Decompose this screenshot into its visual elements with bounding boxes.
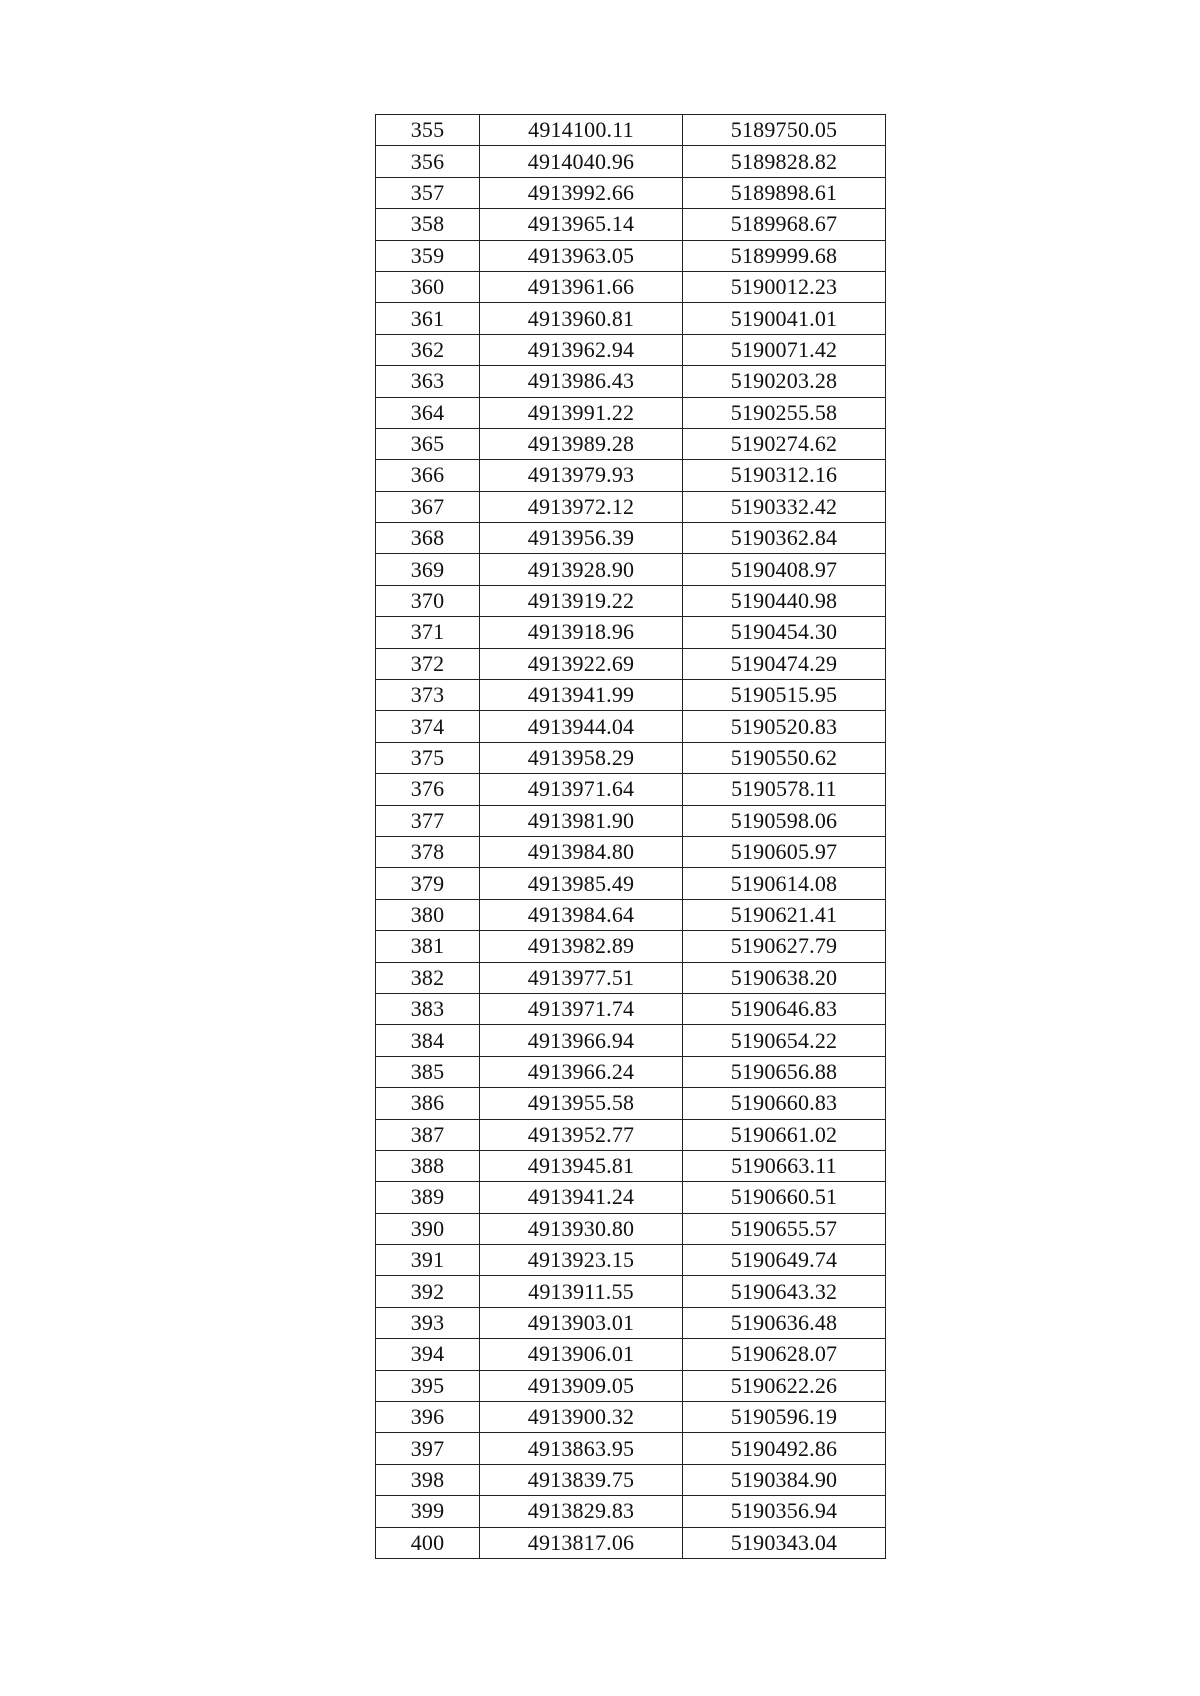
table-row bbox=[376, 491, 886, 522]
point-number-cell: 368 bbox=[376, 523, 480, 554]
x-coordinate-cell: 4913941.24 bbox=[480, 1182, 683, 1213]
point-number-cell: 385 bbox=[376, 1056, 480, 1087]
point-number-cell: 377 bbox=[376, 805, 480, 836]
y-coordinate-cell: 5190654.22 bbox=[683, 1025, 886, 1056]
y-coordinate-cell: 5190660.83 bbox=[683, 1088, 886, 1119]
x-coordinate-cell: 4913955.58 bbox=[480, 1088, 683, 1119]
point-number-cell: 359 bbox=[376, 240, 480, 271]
x-coordinate-cell: 4913930.80 bbox=[480, 1213, 683, 1244]
y-coordinate-cell: 5189898.61 bbox=[683, 177, 886, 208]
x-coordinate-cell: 4913906.01 bbox=[480, 1339, 683, 1370]
x-coordinate-cell: 4913956.39 bbox=[480, 523, 683, 554]
point-number-cell: 384 bbox=[376, 1025, 480, 1056]
table-row bbox=[376, 962, 886, 993]
y-coordinate-cell: 5190656.88 bbox=[683, 1056, 886, 1087]
table-row bbox=[376, 271, 886, 302]
y-coordinate-cell: 5190550.62 bbox=[683, 742, 886, 773]
point-number-cell: 371 bbox=[376, 617, 480, 648]
point-number-cell: 378 bbox=[376, 836, 480, 867]
table-row bbox=[376, 868, 886, 899]
point-number-cell: 392 bbox=[376, 1276, 480, 1307]
point-number-cell: 366 bbox=[376, 460, 480, 491]
x-coordinate-cell: 4913979.93 bbox=[480, 460, 683, 491]
point-number-cell: 386 bbox=[376, 1088, 480, 1119]
table-row bbox=[376, 428, 886, 459]
y-coordinate-cell: 5190332.42 bbox=[683, 491, 886, 522]
table-row bbox=[376, 1402, 886, 1433]
x-coordinate-cell: 4913981.90 bbox=[480, 805, 683, 836]
y-coordinate-cell: 5190614.08 bbox=[683, 868, 886, 899]
y-coordinate-cell: 5190520.83 bbox=[683, 711, 886, 742]
y-coordinate-cell: 5190622.26 bbox=[683, 1370, 886, 1401]
x-coordinate-cell: 4913922.69 bbox=[480, 648, 683, 679]
x-coordinate-cell: 4913918.96 bbox=[480, 617, 683, 648]
x-coordinate-cell: 4913911.55 bbox=[480, 1276, 683, 1307]
y-coordinate-cell: 5190621.41 bbox=[683, 899, 886, 930]
point-number-cell: 389 bbox=[376, 1182, 480, 1213]
table-row bbox=[376, 711, 886, 742]
point-number-cell: 362 bbox=[376, 334, 480, 365]
x-coordinate-cell: 4913928.90 bbox=[480, 554, 683, 585]
y-coordinate-cell: 5190605.97 bbox=[683, 836, 886, 867]
table-row bbox=[376, 836, 886, 867]
table-row bbox=[376, 648, 886, 679]
x-coordinate-cell: 4913839.75 bbox=[480, 1464, 683, 1495]
x-coordinate-cell: 4913977.51 bbox=[480, 962, 683, 993]
x-coordinate-cell: 4913962.94 bbox=[480, 334, 683, 365]
x-coordinate-cell: 4913960.81 bbox=[480, 303, 683, 334]
point-number-cell: 380 bbox=[376, 899, 480, 930]
table-row bbox=[376, 1276, 886, 1307]
point-number-cell: 398 bbox=[376, 1464, 480, 1495]
table-row bbox=[376, 460, 886, 491]
point-number-cell: 364 bbox=[376, 397, 480, 428]
y-coordinate-cell: 5190638.20 bbox=[683, 962, 886, 993]
table-row bbox=[376, 931, 886, 962]
table-row bbox=[376, 774, 886, 805]
coordinate-table-body bbox=[376, 115, 886, 1559]
y-coordinate-cell: 5190578.11 bbox=[683, 774, 886, 805]
table-row bbox=[376, 1339, 886, 1370]
y-coordinate-cell: 5190646.83 bbox=[683, 993, 886, 1024]
y-coordinate-cell: 5189750.05 bbox=[683, 115, 886, 146]
table-row bbox=[376, 993, 886, 1024]
x-coordinate-cell: 4913900.32 bbox=[480, 1402, 683, 1433]
x-coordinate-cell: 4913991.22 bbox=[480, 397, 683, 428]
y-coordinate-cell: 5190660.51 bbox=[683, 1182, 886, 1213]
table-row bbox=[376, 1370, 886, 1401]
y-coordinate-cell: 5190598.06 bbox=[683, 805, 886, 836]
point-number-cell: 356 bbox=[376, 146, 480, 177]
point-number-cell: 379 bbox=[376, 868, 480, 899]
table-row bbox=[376, 1527, 886, 1558]
point-number-cell: 396 bbox=[376, 1402, 480, 1433]
x-coordinate-cell: 4913958.29 bbox=[480, 742, 683, 773]
point-number-cell: 367 bbox=[376, 491, 480, 522]
x-coordinate-cell: 4913923.15 bbox=[480, 1245, 683, 1276]
x-coordinate-cell: 4913909.05 bbox=[480, 1370, 683, 1401]
table-row bbox=[376, 366, 886, 397]
table-row bbox=[376, 1464, 886, 1495]
y-coordinate-cell: 5190356.94 bbox=[683, 1496, 886, 1527]
point-number-cell: 360 bbox=[376, 271, 480, 302]
point-number-cell: 381 bbox=[376, 931, 480, 962]
x-coordinate-cell: 4913966.24 bbox=[480, 1056, 683, 1087]
point-number-cell: 358 bbox=[376, 209, 480, 240]
point-number-cell: 370 bbox=[376, 585, 480, 616]
table-row bbox=[376, 303, 886, 334]
x-coordinate-cell: 4913985.49 bbox=[480, 868, 683, 899]
point-number-cell: 393 bbox=[376, 1307, 480, 1338]
y-coordinate-cell: 5190203.28 bbox=[683, 366, 886, 397]
x-coordinate-cell: 4913952.77 bbox=[480, 1119, 683, 1150]
x-coordinate-cell: 4913965.14 bbox=[480, 209, 683, 240]
y-coordinate-cell: 5190643.32 bbox=[683, 1276, 886, 1307]
point-number-cell: 388 bbox=[376, 1150, 480, 1181]
point-number-cell: 394 bbox=[376, 1339, 480, 1370]
y-coordinate-cell: 5190636.48 bbox=[683, 1307, 886, 1338]
table-row bbox=[376, 209, 886, 240]
table-row bbox=[376, 899, 886, 930]
table-row bbox=[376, 1182, 886, 1213]
table-row bbox=[376, 1307, 886, 1338]
x-coordinate-cell: 4913945.81 bbox=[480, 1150, 683, 1181]
point-number-cell: 387 bbox=[376, 1119, 480, 1150]
table-row bbox=[376, 1213, 886, 1244]
point-number-cell: 397 bbox=[376, 1433, 480, 1464]
point-number-cell: 373 bbox=[376, 680, 480, 711]
table-row bbox=[376, 1150, 886, 1181]
table-row bbox=[376, 617, 886, 648]
y-coordinate-cell: 5190649.74 bbox=[683, 1245, 886, 1276]
y-coordinate-cell: 5190440.98 bbox=[683, 585, 886, 616]
y-coordinate-cell: 5190012.23 bbox=[683, 271, 886, 302]
y-coordinate-cell: 5190343.04 bbox=[683, 1527, 886, 1558]
point-number-cell: 361 bbox=[376, 303, 480, 334]
x-coordinate-cell: 4913984.64 bbox=[480, 899, 683, 930]
table-row bbox=[376, 1025, 886, 1056]
y-coordinate-cell: 5190255.58 bbox=[683, 397, 886, 428]
point-number-cell: 382 bbox=[376, 962, 480, 993]
x-coordinate-cell: 4913971.74 bbox=[480, 993, 683, 1024]
x-coordinate-cell: 4913919.22 bbox=[480, 585, 683, 616]
table-row bbox=[376, 585, 886, 616]
y-coordinate-cell: 5190474.29 bbox=[683, 648, 886, 679]
y-coordinate-cell: 5190627.79 bbox=[683, 931, 886, 962]
y-coordinate-cell: 5190661.02 bbox=[683, 1119, 886, 1150]
table-row bbox=[376, 146, 886, 177]
x-coordinate-cell: 4914040.96 bbox=[480, 146, 683, 177]
point-number-cell: 357 bbox=[376, 177, 480, 208]
y-coordinate-cell: 5190492.86 bbox=[683, 1433, 886, 1464]
table-row bbox=[376, 1119, 886, 1150]
y-coordinate-cell: 5189828.82 bbox=[683, 146, 886, 177]
table-row bbox=[376, 1496, 886, 1527]
point-number-cell: 374 bbox=[376, 711, 480, 742]
x-coordinate-cell: 4913817.06 bbox=[480, 1527, 683, 1558]
x-coordinate-cell: 4913903.01 bbox=[480, 1307, 683, 1338]
x-coordinate-cell: 4913941.99 bbox=[480, 680, 683, 711]
x-coordinate-cell: 4913829.83 bbox=[480, 1496, 683, 1527]
table-row bbox=[376, 554, 886, 585]
y-coordinate-cell: 5190408.97 bbox=[683, 554, 886, 585]
point-number-cell: 390 bbox=[376, 1213, 480, 1244]
y-coordinate-cell: 5190515.95 bbox=[683, 680, 886, 711]
table-row bbox=[376, 523, 886, 554]
x-coordinate-cell: 4913984.80 bbox=[480, 836, 683, 867]
y-coordinate-cell: 5190312.16 bbox=[683, 460, 886, 491]
y-coordinate-cell: 5190663.11 bbox=[683, 1150, 886, 1181]
point-number-cell: 391 bbox=[376, 1245, 480, 1276]
x-coordinate-cell: 4914100.11 bbox=[480, 115, 683, 146]
table-row bbox=[376, 1088, 886, 1119]
point-number-cell: 365 bbox=[376, 428, 480, 459]
table-row bbox=[376, 1433, 886, 1464]
x-coordinate-cell: 4913971.64 bbox=[480, 774, 683, 805]
table-row bbox=[376, 397, 886, 428]
x-coordinate-cell: 4913986.43 bbox=[480, 366, 683, 397]
point-number-cell: 375 bbox=[376, 742, 480, 773]
y-coordinate-cell: 5190454.30 bbox=[683, 617, 886, 648]
table-row bbox=[376, 680, 886, 711]
table-row bbox=[376, 1056, 886, 1087]
x-coordinate-cell: 4913989.28 bbox=[480, 428, 683, 459]
x-coordinate-cell: 4913963.05 bbox=[480, 240, 683, 271]
point-number-cell: 355 bbox=[376, 115, 480, 146]
x-coordinate-cell: 4913863.95 bbox=[480, 1433, 683, 1464]
table-row bbox=[376, 1245, 886, 1276]
point-number-cell: 395 bbox=[376, 1370, 480, 1401]
table-row bbox=[376, 115, 886, 146]
y-coordinate-cell: 5190655.57 bbox=[683, 1213, 886, 1244]
y-coordinate-cell: 5190384.90 bbox=[683, 1464, 886, 1495]
point-number-cell: 376 bbox=[376, 774, 480, 805]
x-coordinate-cell: 4913982.89 bbox=[480, 931, 683, 962]
y-coordinate-cell: 5190628.07 bbox=[683, 1339, 886, 1370]
y-coordinate-cell: 5189968.67 bbox=[683, 209, 886, 240]
table-row bbox=[376, 240, 886, 271]
point-number-cell: 399 bbox=[376, 1496, 480, 1527]
y-coordinate-cell: 5190596.19 bbox=[683, 1402, 886, 1433]
y-coordinate-cell: 5190041.01 bbox=[683, 303, 886, 334]
table-row bbox=[376, 805, 886, 836]
y-coordinate-cell: 5189999.68 bbox=[683, 240, 886, 271]
x-coordinate-cell: 4913961.66 bbox=[480, 271, 683, 302]
point-number-cell: 400 bbox=[376, 1527, 480, 1558]
table-row bbox=[376, 334, 886, 365]
y-coordinate-cell: 5190362.84 bbox=[683, 523, 886, 554]
table-row bbox=[376, 177, 886, 208]
y-coordinate-cell: 5190274.62 bbox=[683, 428, 886, 459]
x-coordinate-cell: 4913992.66 bbox=[480, 177, 683, 208]
x-coordinate-cell: 4913972.12 bbox=[480, 491, 683, 522]
point-number-cell: 383 bbox=[376, 993, 480, 1024]
x-coordinate-cell: 4913966.94 bbox=[480, 1025, 683, 1056]
table-row bbox=[376, 742, 886, 773]
point-number-cell: 363 bbox=[376, 366, 480, 397]
point-number-cell: 372 bbox=[376, 648, 480, 679]
y-coordinate-cell: 5190071.42 bbox=[683, 334, 886, 365]
point-number-cell: 369 bbox=[376, 554, 480, 585]
coordinate-table bbox=[375, 114, 886, 1559]
x-coordinate-cell: 4913944.04 bbox=[480, 711, 683, 742]
